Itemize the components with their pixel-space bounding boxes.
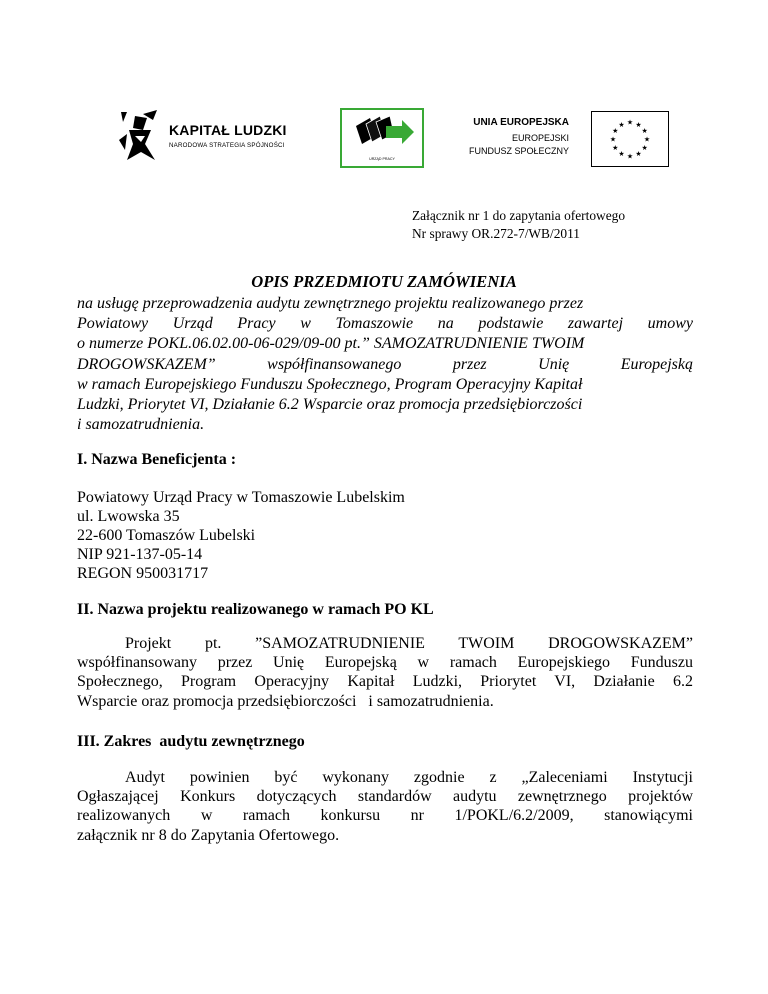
address-line: Powiatowy Urząd Pracy w Tomaszowie Lubelskim (77, 489, 405, 506)
kapital-ludzki-subtitle: NARODOWA STRATEGIA SPÓJNOŚCI (169, 142, 285, 149)
intro-line: Powiatowy Urząd Pracy w Tomaszowie na podstawie zawartej umowy (77, 315, 693, 333)
eu-star-icon: ★ (612, 127, 619, 135)
intro-line: w ramach Europejskiego Funduszu Społecznego, Program Operacyjny Kapitał (77, 375, 583, 393)
case-number: Nr sprawy OR.272-7/WB/2011 (412, 226, 580, 241)
intro-line: na usługę przeprowadzenia audytu zewnętrznego projektu realizowanego przez (77, 295, 584, 312)
document-title: OPIS PRZEDMIOTU ZAMÓWIENIA (251, 272, 517, 291)
eu-star-icon: ★ (612, 144, 619, 152)
ue-line2: EUROPEJSKI (511, 133, 569, 143)
address-line: ul. Lwowska 35 (77, 508, 180, 525)
paragraph-line: Wsparcie oraz promocja przedsiębiorczości i samozatrudnienia. (77, 692, 494, 710)
kapital-ludzki-title: KAPITAŁ LUDZKI (169, 122, 287, 138)
kapital-ludzki-logo (117, 110, 307, 162)
section-heading-audit-scope: III. Zakres audytu zewnętrznego (77, 733, 305, 750)
beneficiary-address (77, 488, 405, 583)
address-line: 22-600 Tomaszów Lubelski (77, 527, 256, 544)
eu-flag-icon (591, 111, 669, 167)
section-heading-project: II. Nazwa projektu realizowanego w ramach PO KL (77, 601, 434, 618)
urzad-pracy-text: URZĄD PRACY (369, 157, 395, 161)
paragraph-line: Ogłaszającej Konkurs dotyczących standardów audytu zewnętrznego projektów (77, 788, 693, 806)
project-paragraph (77, 634, 693, 711)
eu-star-icon: ★ (641, 144, 648, 152)
address-line: NIP 921-137-05-14 (77, 546, 203, 563)
ue-line1: UNIA EUROPEJSKA (473, 117, 569, 128)
eu-star-icon: ★ (618, 150, 625, 159)
ue-line3: FUNDUSZ SPOŁECZNY (468, 146, 569, 156)
eu-star-icon: ★ (635, 120, 642, 129)
eu-star-icon: ★ (609, 135, 617, 144)
eu-star-icon: ★ (626, 118, 634, 127)
audit-scope-paragraph (77, 768, 693, 845)
intro-line: i samozatrudnienia. (77, 416, 205, 434)
unia-europejska-logo (452, 109, 677, 171)
intro-line: Ludzki, Priorytet VI, Działanie 6.2 Wsparcie oraz promocja przedsiębiorczości (77, 395, 583, 413)
eu-star-icon: ★ (643, 135, 651, 144)
paragraph-line: Projekt pt. ”SAMOZATRUDNIENIE TWOIM DROGOWSKAZEM” (125, 635, 693, 652)
paragraph-line: realizowanych w ramach konkursu nr 1/POKL/6.2/2009, stanowiącymi (77, 807, 693, 825)
eu-star-icon: ★ (618, 120, 625, 129)
star-figure-icon (117, 110, 163, 162)
urzad-pracy-logo (340, 108, 424, 168)
eu-star-icon: ★ (626, 152, 634, 161)
eu-star-icon: ★ (641, 127, 648, 135)
paragraph-line: załącznik nr 8 do Zapytania Ofertowego. (77, 826, 340, 844)
eu-star-icon: ★ (635, 150, 642, 159)
paragraph-line: współfinansowany przez Unię Europejską w ramach Europejskiego Funduszu (77, 654, 693, 672)
up-arrow-logo-icon (342, 112, 422, 158)
intro-paragraph (77, 294, 693, 435)
attachment-reference: Załącznik nr 1 do zapytania ofertowego (412, 208, 626, 223)
intro-line: o numerze POKL.06.02.00-06-029/09-00 pt.” SAMOZATRUDNIENIE TWOIM (77, 335, 585, 353)
section-heading-beneficiary: I. Nazwa Beneficjenta : (77, 451, 237, 468)
paragraph-line: Społecznego, Program Operacyjny Kapitał Ludzki, Priorytet VI, Działanie 6.2 (77, 673, 693, 691)
paragraph-line: Audyt powinien być wykonany zgodnie z „Zaleceniami Instytucji (125, 769, 693, 786)
address-line: REGON 950031717 (77, 565, 209, 582)
intro-line: DROGOWSKAZEM” współfinansowanego przez Unię Europejską (77, 355, 693, 373)
